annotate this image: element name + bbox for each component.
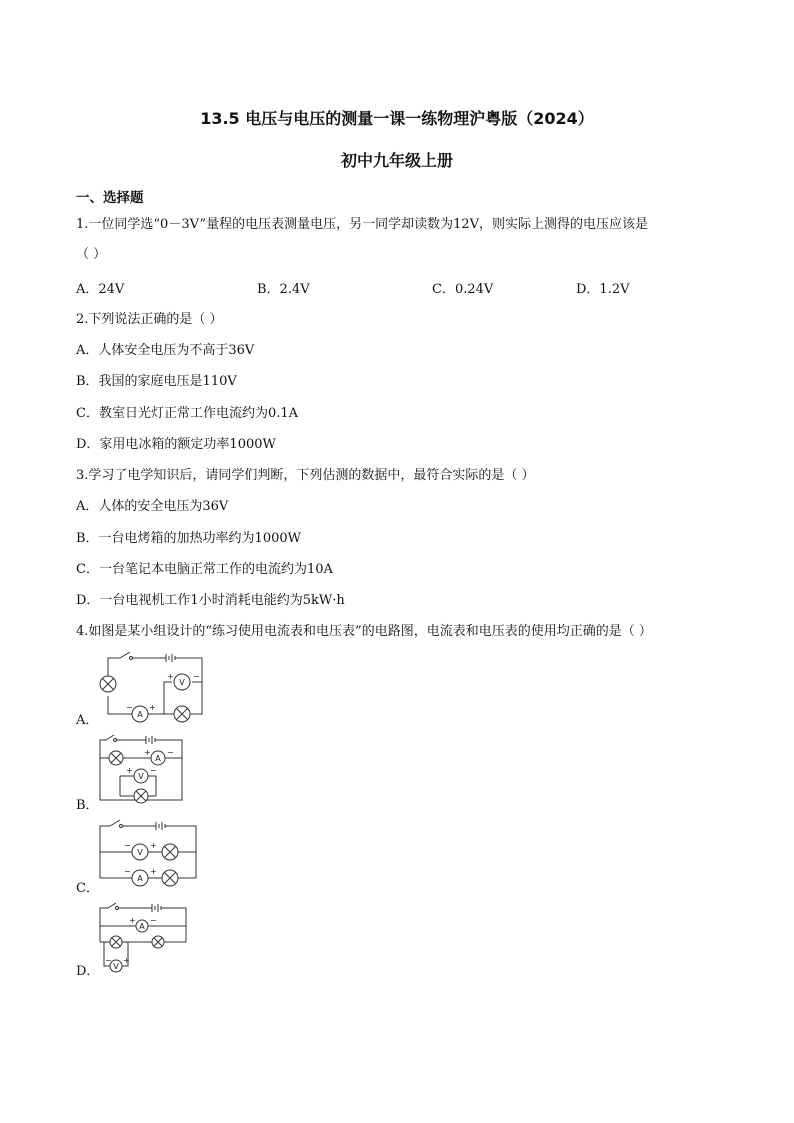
question-2-option-d[interactable]: D．家用电冰箱的额定功率1000W xyxy=(76,437,276,452)
svg-text:V: V xyxy=(138,772,144,781)
question-3-option-d[interactable]: D．一台电视机工作1小时消耗电能约为5kW·h xyxy=(76,593,345,608)
svg-text:+: + xyxy=(144,748,151,757)
svg-text:+: + xyxy=(167,672,174,681)
question-2-option-a[interactable]: A．人体安全电压为不高于36V xyxy=(76,343,255,358)
question-2-option-c[interactable]: C．教室日光灯正常工作电流约为0.1A xyxy=(76,406,299,421)
page-title: 13.5 电压与电压的测量一课一练物理沪粤版（2024） xyxy=(200,109,594,128)
svg-text:+: + xyxy=(149,703,156,712)
svg-text:V: V xyxy=(179,678,185,687)
question-3-stem: 3.学习了电学知识后，请同学们判断，下列估测的数据中，最符合实际的是（ ） xyxy=(76,468,535,483)
svg-text:+: + xyxy=(126,766,133,775)
circuit-diagram-b xyxy=(96,734,188,808)
question-4-option-d[interactable]: D． xyxy=(76,964,100,979)
svg-text:A: A xyxy=(155,754,161,763)
question-4-option-c[interactable]: C． xyxy=(76,881,99,896)
question-1-paren: （ ） xyxy=(76,247,107,262)
circuit-diagram-c xyxy=(96,818,200,892)
section-heading: 一、选择题 xyxy=(76,190,144,206)
question-2-option-b[interactable]: B．我国的家庭电压是110V xyxy=(76,374,237,389)
question-1-stem: 1.一位同学选“0－3V”量程的电压表测量电压，另一同学却读数为12V，则实际上测得的电压应该是 xyxy=(76,217,649,232)
question-1-option-c[interactable]: C．0.24V xyxy=(432,282,494,297)
question-1-option-d[interactable]: D．1.2V xyxy=(576,282,630,297)
svg-text:−: − xyxy=(150,766,157,775)
svg-text:−: − xyxy=(126,703,133,712)
svg-text:+: + xyxy=(123,956,130,965)
question-3-option-a[interactable]: A．人体的安全电压为36V xyxy=(76,499,229,514)
svg-text:A: A xyxy=(139,922,145,931)
svg-text:−: − xyxy=(124,867,131,876)
svg-text:A: A xyxy=(137,710,143,719)
question-4-option-b[interactable]: B． xyxy=(76,798,99,813)
svg-text:+: + xyxy=(150,841,157,850)
svg-text:−: − xyxy=(167,748,174,757)
svg-text:−: − xyxy=(124,841,131,850)
question-2-stem: 2.下列说法正确的是（ ） xyxy=(76,312,223,327)
svg-text:−: − xyxy=(150,916,157,925)
svg-text:+: + xyxy=(129,916,136,925)
question-4-stem: 4.如图是某小组设计的“练习使用电流表和电压表”的电路图，电流表和电压表的使用均正确的是（ ） xyxy=(76,624,652,639)
svg-text:V: V xyxy=(113,962,119,971)
question-3-option-b[interactable]: B．一台电烤箱的加热功率约为1000W xyxy=(76,531,301,546)
question-4-option-a[interactable]: A． xyxy=(76,713,99,728)
svg-text:+: + xyxy=(150,867,157,876)
svg-text:V: V xyxy=(137,848,143,857)
question-1-option-b[interactable]: B．2.4V xyxy=(257,282,310,297)
circuit-diagram-d xyxy=(96,900,192,976)
svg-text:−: − xyxy=(105,956,112,965)
svg-text:−: − xyxy=(193,672,200,681)
question-1-option-a[interactable]: A．24V xyxy=(76,282,125,297)
page-subtitle: 初中九年级上册 xyxy=(340,151,453,170)
question-3-option-c[interactable]: C．一台笔记本电脑正常工作的电流约为10A xyxy=(76,562,333,577)
svg-text:A: A xyxy=(137,874,143,883)
circuit-diagram-a xyxy=(96,648,208,722)
